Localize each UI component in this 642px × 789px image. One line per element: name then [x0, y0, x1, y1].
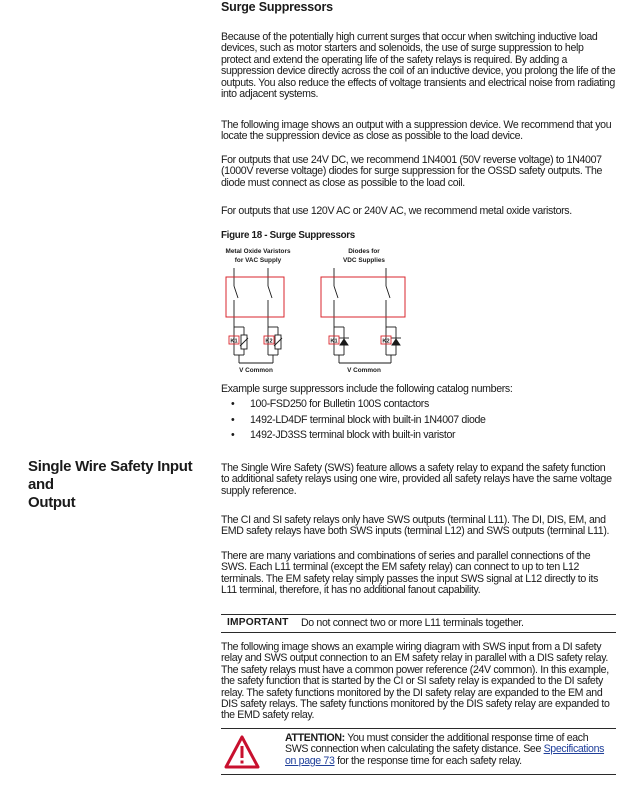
attention-text-part1: You must consider the additional response time of each SWS connection when calculating the safety distance. See	[285, 732, 589, 756]
catalog-list	[222, 397, 617, 444]
paragraph-sws-terminals: The CI and SI safety relays only have SWS outputs (terminal L11). The DI, DIS, EM, and EMD safety relays have both SWS inputs (terminal L12) and SWS outputs (terminal L11).	[221, 514, 610, 538]
diagram-left-title-1: Metal Oxide Varistors	[225, 248, 291, 255]
important-label: IMPORTANT	[227, 617, 289, 628]
surge-suppressor-diagram	[218, 243, 418, 375]
list-item: • 100-FSD250 for Bulletin 100S contactors	[222, 397, 617, 413]
heading-line: Output	[28, 494, 76, 511]
list-item: • 1492-JD3SS terminal block with built-in varistor	[222, 428, 617, 444]
specifications-link[interactable]: Specifications on page 73	[285, 743, 605, 767]
paragraph-sws-intro: The Single Wire Safety (SWS) feature allows a safety relay to expand the safety function to additional safety relays using one wire, provided all safety relays have the same voltage supply reference.	[221, 462, 612, 497]
catalog-intro: Example surge suppressors include the following catalog numbers:	[221, 383, 513, 395]
paragraph-wiring-example: The following image shows an example wiring diagram with SWS input from a DI safety relay and SWS output connection to an EM safety relay in parallel with a DIS safety relay. The safety relays must have a common power reference (24V common). In this example, the safety function that is started by the CI or SI safety relay is expanded to the DI safety relay. The safety functions monitored by the DI safety relay are expanded to the EM and DIS safety relays. The safety functions monitored by the DIS safety relay are expanded to the EMD safety relay.	[221, 641, 610, 722]
coil-label-k2-left: K2	[265, 338, 273, 345]
heading-line: Single Wire Safety Input and	[28, 458, 193, 493]
section-heading-sws	[28, 458, 218, 512]
attention-label: ATTENTION:	[285, 732, 345, 744]
coil-label-k1-right: K1	[330, 338, 338, 345]
paragraph-suppression-location: The following image shows an output with a suppression device. We recommend that you locate the suppression device as close as possible to the load device.	[221, 119, 612, 143]
paragraph-dc-diodes: For outputs that use 24V DC, we recommend 1N4001 (50V reverse voltage) to 1N4007 (1000V reverse voltage) diodes for surge suppression for the OSSD safety outputs. The diode must connect as close as possible to the load coil.	[221, 154, 603, 189]
important-note	[221, 614, 616, 633]
v-common-left: V Common	[239, 367, 273, 374]
v-common-right: V Common	[347, 367, 381, 374]
attention-text-part2: for the response time for each safety relay.	[334, 754, 522, 767]
list-item: • 1492-LD4DF terminal block with built-in 1N4007 diode	[222, 413, 617, 429]
coil-label-k2-right: K2	[382, 338, 390, 345]
diagram-right-title-1: Diodes for	[348, 248, 380, 255]
diagram-right-title-2: VDC Supplies	[343, 257, 385, 264]
paragraph-sws-combinations: There are many variations and combinations of series and parallel connections of the SWS. Each L11 terminal (except the EM safety relay) can connect to up to ten L12 terminals. The EM safety relay simply passes the input SWS signal at L12 directly to its L11 terminal, therefore, it has no additional fanout capability.	[221, 550, 599, 597]
important-text: Do not connect two or more L11 terminals together.	[301, 617, 524, 629]
warning-triangle-icon	[224, 735, 260, 769]
figure-caption: Figure 18 - Surge Suppressors	[221, 230, 355, 241]
paragraph-ac-varistors: For outputs that use 120V AC or 240V AC, we recommend metal oxide varistors.	[221, 205, 572, 217]
attention-box	[221, 728, 616, 775]
section-heading-surge-suppressors: Surge Suppressors	[221, 0, 333, 14]
coil-label-k1-left: K1	[230, 338, 238, 345]
diagram-left-title-2: for VAC Supply	[234, 257, 282, 264]
paragraph-surge-intro: Because of the potentially high current surges that occur when switching inductive load devices, such as motor starters and solenoids, the use of surge suppression to help protect and extend the operating life of the safety relays is required. By adding a suppression device directly across the coil of an inductive device, you prolong the life of the outputs. You also reduce the effects of voltage transients and electrical noise from radiating into adjacent systems.	[221, 31, 616, 101]
attention-text	[285, 733, 610, 767]
